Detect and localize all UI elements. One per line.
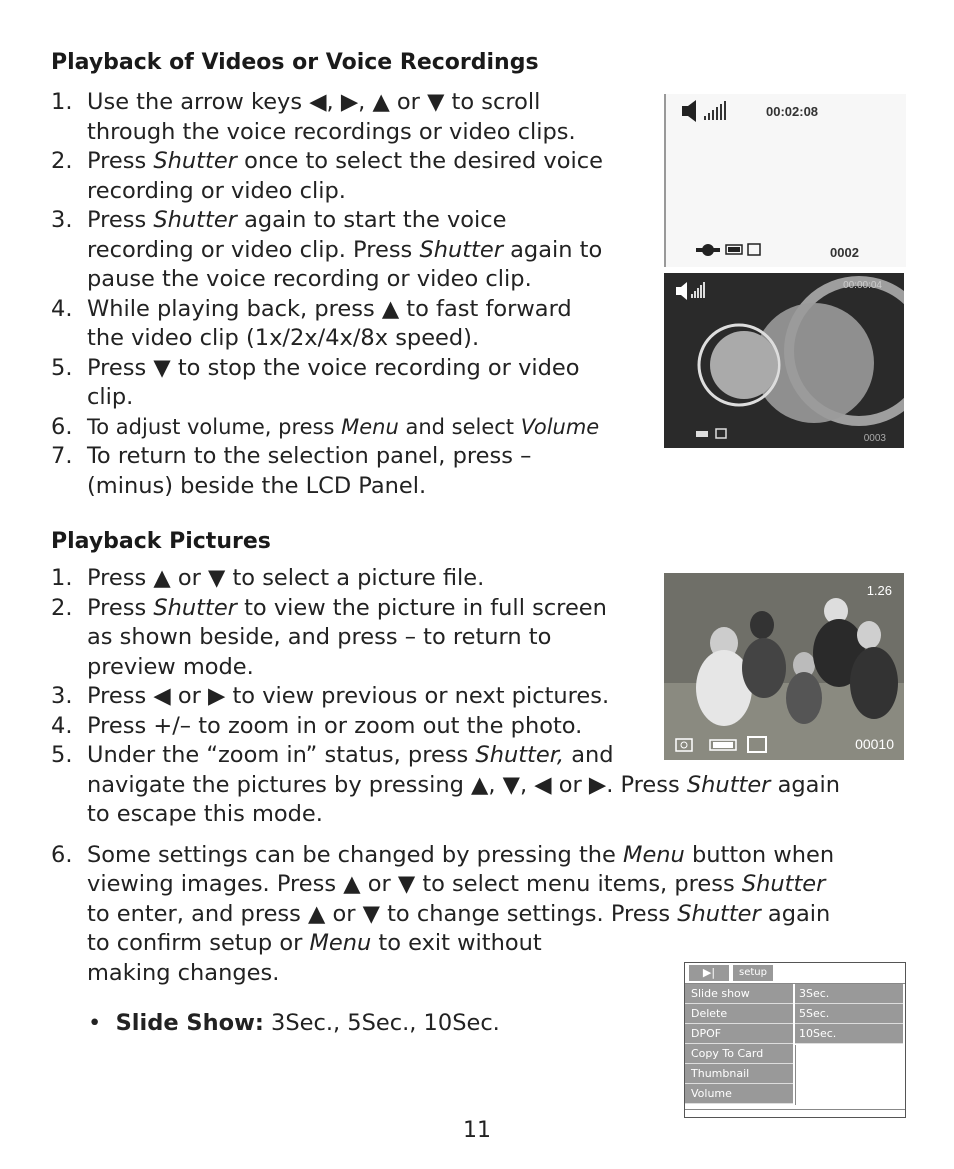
page-number: 11 xyxy=(463,1118,491,1143)
video-playback-screen xyxy=(664,273,904,448)
volume-bars-icon xyxy=(704,101,726,120)
menu-item-copy-to-card: Copy To Card xyxy=(685,1044,793,1064)
menu-value-5sec: 5Sec. xyxy=(795,1004,903,1024)
list-item: 6. Some settings can be changed by pressing the Menu button when viewing images. Press ▲ or ▼ to select menu items, press Shutter to enter, and press ▲ or ▼ to change settings. Press Shutter again to confirm setup or Menu to exit without making changes. xyxy=(51,841,835,986)
file-counter: 0003 xyxy=(863,433,886,444)
menu-value-3sec: 3Sec. xyxy=(795,984,903,1004)
battery-icon xyxy=(696,431,708,437)
playback-time: 00:02:08 xyxy=(766,104,819,119)
video-playback-steps xyxy=(51,88,603,501)
list-item: 7. To return to the selection panel, press – (minus) beside the LCD Panel. xyxy=(51,443,532,499)
video-frame-graphic xyxy=(664,273,904,448)
wheel-icon xyxy=(696,244,720,256)
list-item: 4. While playing back, press ▲ to fast forward the video clip (1x/2x/4x/8x speed). xyxy=(51,295,572,351)
list-item: 5. Press ▼ to stop the voice recording or video clip. xyxy=(51,354,580,410)
audio-playback-screen xyxy=(664,94,906,267)
card-icon xyxy=(716,429,726,438)
photo-playback-screen xyxy=(664,573,904,760)
volume-bars-icon xyxy=(691,282,705,298)
list-item: 4. Press +/– to zoom in or zoom out the photo. xyxy=(51,712,583,739)
menu-value-10sec: 10Sec. xyxy=(795,1024,903,1044)
list-item: 5. Under the “zoom in” status, press Shutter, and navigate the pictures by pressing ▲, ▼, ◀ or ▶. Press Shutter again to escape this mode. xyxy=(51,742,840,827)
file-counter: 0002 xyxy=(830,245,859,260)
family-photo xyxy=(664,573,904,760)
menu-header xyxy=(685,963,905,984)
play-icon: ▶| xyxy=(689,965,729,981)
section-heading-video-playback: Playback of Videos or Voice Recordings xyxy=(51,50,539,75)
menu-item-volume: Volume xyxy=(685,1084,793,1104)
list-item: 6. To adjust volume, press Menu and select Volume xyxy=(51,413,600,440)
card-icon xyxy=(748,244,760,255)
speaker-icon xyxy=(682,100,696,122)
file-counter: 00010 xyxy=(855,736,894,752)
menu-item-dpof: DPOF xyxy=(685,1024,793,1044)
list-item: 2. Press Shutter once to select the desired voice recording or video clip. xyxy=(51,148,603,204)
list-item: 1. Press ▲ or ▼ to select a picture file. xyxy=(51,565,485,591)
menu-item-delete: Delete xyxy=(685,1004,793,1024)
setup-menu-screen xyxy=(684,962,906,1118)
zoom-level: 1.26 xyxy=(866,583,892,598)
playback-time: 00:00:04 xyxy=(843,280,882,291)
list-item: 2. Press Shutter to view the picture in full screen as shown beside, and press – to return to preview mode. xyxy=(51,594,607,680)
menu-item-thumbnail: Thumbnail xyxy=(685,1064,793,1084)
menu-item-slide-show: Slide show xyxy=(685,984,793,1004)
divider xyxy=(685,1109,905,1110)
list-item: 3. Press Shutter again to start the voice recording or video clip. Press Shutter again to pause the voice recording or video clip. xyxy=(51,207,603,292)
battery-icon xyxy=(726,245,742,254)
list-item: 1. Use the arrow keys ◀, ▶, ▲ or ▼ to scroll through the voice recordings or video clips. xyxy=(51,89,576,145)
slide-show-bullet: • Slide Show: 3Sec., 5Sec., 10Sec. xyxy=(88,1010,500,1036)
section-heading-picture-playback: Playback Pictures xyxy=(51,529,271,554)
speaker-icon xyxy=(676,282,687,300)
divider xyxy=(795,1045,796,1105)
list-item: 3. Press ◀ or ▶ to view previous or next pictures. xyxy=(51,683,610,709)
tab-setup: setup xyxy=(733,965,773,981)
